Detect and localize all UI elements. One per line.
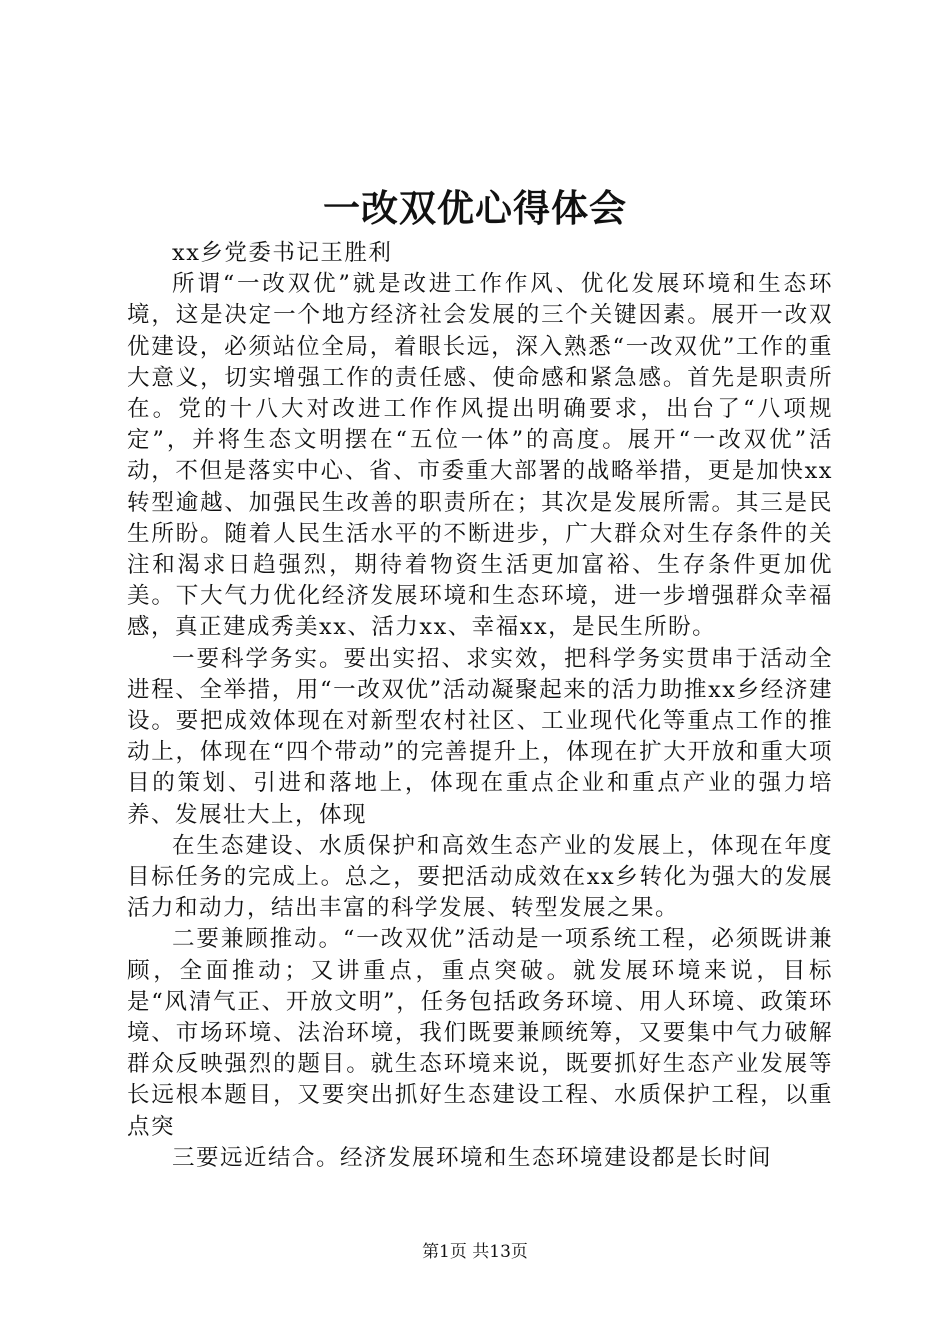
document-body (127, 238, 833, 1174)
paragraph-4: 二要兼顾推动。“一改双优”活动是一项系统工程，必须既讲兼顾，全面推动；又讲重点，重点突破。就发展环境来说，目标是“风清气正、开放文明”，任务包括政务环境、用人环境、政策环境、市场环境、法治环境，我们既要兼顾统筹，又要集中气力破解群众反映强烈的题目。就生态环境来说，既要抓好生态产业发展等长远根本题目，又要突出抓好生态建设工程、水质保护工程，以重点突 (127, 926, 833, 1140)
document-title: 一改双优心得体会 (323, 186, 627, 230)
paragraph-2: 一要科学务实。要出实招、求实效，把科学务实贯串于活动全进程、全举措，用“一改双优”活动凝聚起来的活力助推xx乡经济建设。要把成效体现在对新型农村社区、工业现代化等重点工作的推动上，体现在“四个带动”的完善提升上，体现在扩大开放和重大项目的策划、引进和落地上，体现在重点企业和重点产业的强力培养、发展壮大上，体现 (127, 645, 833, 828)
paragraph-3: 在生态建设、水质保护和高效生态产业的发展上，体现在年度目标任务的完成上。总之，要把活动成效在xx乡转化为强大的发展活力和动力，结出丰富的科学发展、转型发展之果。 (127, 832, 833, 922)
page-footer: 第1页 共13页 (422, 1242, 528, 1262)
author-line: xx乡党委书记王胜利 (172, 240, 393, 266)
paragraph-1: 所谓“一改双优”就是改进工作作风、优化发展环境和生态环境，这是决定一个地方经济社会发展的三个关键因素。展开一改双优建设，必须站位全局，着眼长远，深入熟悉“一改双优”工作的重大意义，切实增强工作的责任感、使命感和紧急感。首先是职责所在。党的十八大对改进工作作风提出明确要求，出台了“八项规定”，并将生态文明摆在“五位一体”的高度。展开“一改双优”活动，不但是落实中心、省、市委重大部署的战略举措，更是加快xx转型逾越、加强民生改善的职责所在；其次是发展所需。其三是民生所盼。随着人民生活水平的不断进步，广大群众对生存条件的关注和渴求日趋强烈，期待着物资生活更加富裕、生存条件更加优美。下大气力优化经济发展环境和生态环境，进一步增强群众幸福感，真正建成秀美xx、活力xx、幸福xx，是民生所盼。 (127, 271, 833, 641)
paragraph-5: 三要远近结合。经济发展环境和生态环境建设都是长时间 (172, 1144, 773, 1171)
